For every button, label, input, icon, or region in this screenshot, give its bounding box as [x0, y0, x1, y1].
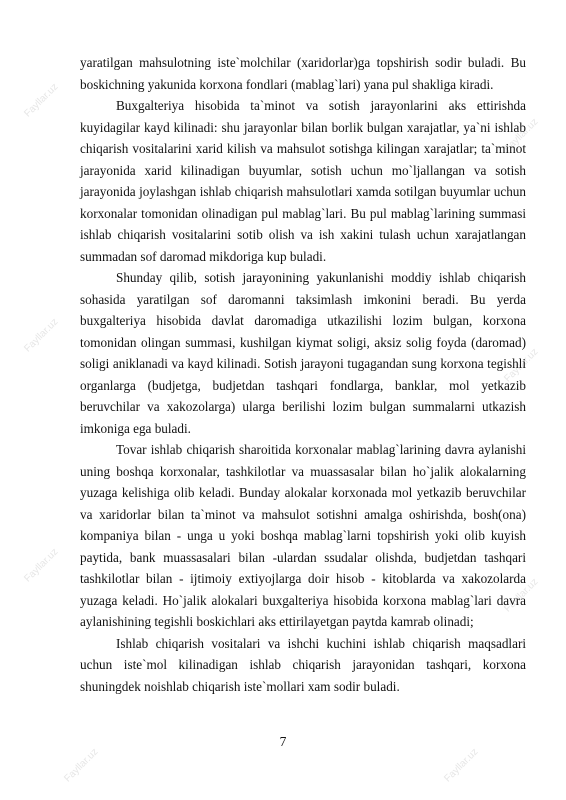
watermark: Fayllar.uz: [502, 116, 541, 155]
watermark: Fayllar.uz: [62, 746, 101, 785]
watermark: Fayllar.uz: [22, 316, 61, 355]
paragraph: yaratilgan mahsulotning iste`molchilar (xaridorlar)ga topshirish sodir buladi. Bu boskichning yakunida korxona fondlari (mablag`lari) yana pul shakliga kiradi.: [80, 55, 526, 92]
paragraph: Buxgalteriya hisobida ta`minot va sotish jarayonlarini aks ettirishda kuyidagilar kayd kilinadi: shu jarayonlar bilan borlik bulgan xarajatlar, ya`ni ishlab chiqarish vositalarini xarid kilish va mahsulot sotishga kilingan xarajatlar; ta`minot jarayonida xarid kilinadigan buyumlar, sotish uchun mo`ljallangan va sotish jarayonida joylashgan ishlab chiqarish mahsulotlari xamda sotilgan buyumlar uchun korxonalar tomonidan olinadigan pul mablag`lari. Bu pul mablag`larining summasi ishlab chiqarish vositalarini sotib olish va ish xakini tulash uchun xarajatlangan summadan sof daromad mikdoriga kup buladi.: [80, 98, 526, 264]
page-number: 7: [279, 734, 287, 749]
watermark: Fayllar.uz: [22, 81, 61, 120]
watermark: Fayllar.uz: [502, 576, 541, 615]
watermark: Fayllar.uz: [22, 546, 61, 585]
watermark: Fayllar.uz: [502, 346, 541, 385]
paragraph: Ishlab chiqarish vositalari va ishchi kuchini ishlab chiqarish maqsadlari uchun iste`mol kilinadigan ishlab chiqarish jarayonidan tashqari, korxona shuningdek noishlab chiqarish iste`mollari xam sodir buladi.: [80, 635, 526, 694]
paragraph: Shunday qilib, sotish jarayonining yakunlanishi moddiy ishlab chiqarish sohasida yaratilgan sof daromanni taksimlash imkonini beradi. Bu yerda buxgalteriya hisobida davlat daromadiga utkazilishi lozim bulgan, korxona tomonidan olingan summasi, kushilgan kiymat soligi, aksiz solig foyda (daromad) soligi aniklanadi va kayd kilinadi. Sotish jarayoni tugagandan sung korxona tegishli organlarga (budjetga, budjetdan tashqari fondlarga, banklar, mol yetkazib beruvchilar va xakozolarga) ularga berilishi lozim bulgan summalarni utkazish imkoniga ega buladi.: [80, 270, 526, 436]
body-text: [80, 52, 526, 697]
paragraph: Tovar ishlab chiqarish sharoitida korxonalar mablag`larining davra aylanishi uning boshqa korxonalar, tashkilotlar va muassasalar bilan ho`jalik alokalarning yuzaga kelishiga olib keladi. Bunday alokalar korxonada mol yetkazib beruvchilar va xaridorlar bilan ta`minot va mahsulot sotishni amalga oshirishda, bosh(ona) kompaniya bilan - unga u yoki boshqa mablag`larni topshirish yoki olib kuyish paytida, bank muassasalari bilan -ulardan ssudalar olishda, budjetdan tashqari tashkilotlar bilan - ijtimoiy extiyojlarga doir hisob - kitoblarda va xakozolarda yuzaga keladi. Ho`jalik alokalari buxgalteriya hisobida korxona mablag`lari davra aylanishining tegishli boskichlari aks ettirilayetgan paytda kamrab olinadi;: [80, 442, 526, 629]
watermark: Fayllar.uz: [442, 746, 481, 785]
